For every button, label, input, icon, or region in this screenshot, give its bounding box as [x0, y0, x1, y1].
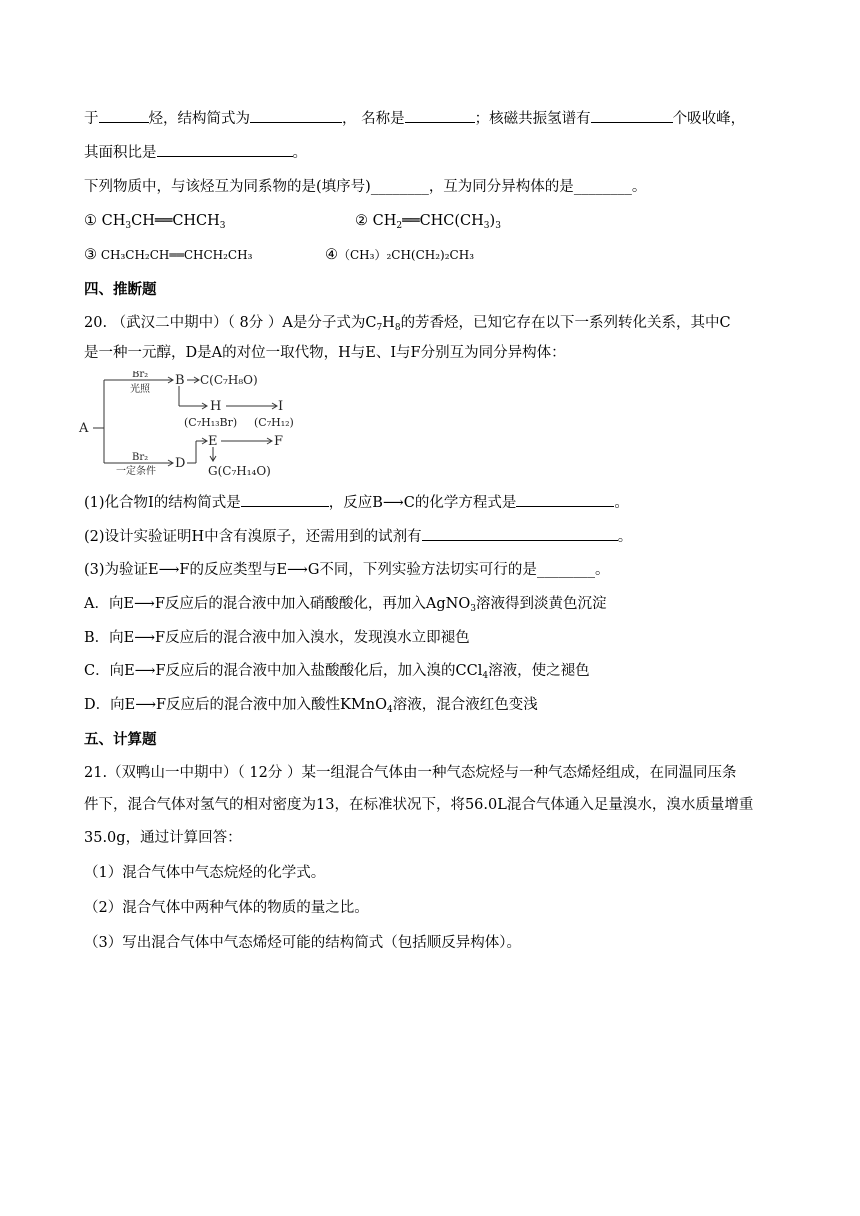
diagram-H-formula: (C₇H₁₃Br)	[184, 416, 238, 429]
q21-line2: 件下，混合气体对氢气的相对密度为13，在标准状况下，将56.0L混合气体通入足量溴水，溴水质量增重	[84, 797, 754, 813]
blank-4	[591, 108, 673, 123]
diagram-I: I	[278, 399, 284, 414]
q20-line1: 20. （武汉二中期中）（ 8分 ）A是分子式为$C_7H_8$的芳香烃，已知它存在以下一系列转化关系，其中C	[84, 315, 731, 333]
diagram-condition-light: 光照	[130, 384, 150, 395]
diagram-C: C(C₇H₈O)	[200, 373, 258, 387]
q20-option-B: B．向E⟶F反应后的混合液中加入溴水，发现溴水立即褪色	[84, 630, 470, 646]
diagram-F: F	[274, 434, 284, 449]
q21-line1: 21.（双鸭山一中期中）（ 12分 ）某一组混合气体由一种气态烷烃与一种气态烯烃组成，在同温同压条	[84, 765, 737, 781]
q21-part2: （2）混合气体中两种气体的物质的量之比。	[84, 900, 369, 916]
diagram-I-formula: (C₇H₁₂)	[254, 416, 294, 429]
blank-3	[405, 108, 475, 123]
q19-line3: 下列物质中，与该烃互为同系物的是(填序号)________，互为同分异构体的是________。	[84, 179, 647, 195]
q20-option-C: C．向E⟶F反应后的混合液中加入盐酸酸化后，加入溴的CCl$_4$溶液，使之褪色	[84, 663, 590, 681]
diagram-br2-top: Br₂	[132, 371, 149, 380]
diagram-D: D	[175, 456, 186, 471]
blank-2	[250, 108, 342, 123]
diagram-br2-bottom: Br₂	[132, 452, 149, 463]
diagram-B: B	[175, 373, 185, 388]
blank-6	[241, 492, 329, 507]
q19-line2: 其面积比是 。	[84, 142, 307, 163]
q20-option-A: A．向E⟶F反应后的混合液中加入硝酸酸化，再加入AgNO$_3$溶液得到淡黄色沉淀	[84, 596, 607, 614]
diagram-G: G(C₇H₁₄O)	[208, 464, 271, 478]
q21-line3: 35.0g，通过计算回答：	[84, 830, 242, 846]
section-4-heading: 四、推断题	[84, 281, 157, 298]
blank-8	[422, 526, 618, 541]
q21-part1: （1）混合气体中气态烷烃的化学式。	[84, 865, 326, 881]
q20-option-D: D．向E⟶F反应后的混合液中加入酸性KMnO$_4$溶液，混合液红色变浅	[84, 697, 538, 715]
diagram-condition-certain: 一定条件	[116, 466, 156, 477]
reaction-scheme-diagram	[76, 371, 316, 481]
q19-line1: 于 烃，结构简式为 ， 名称是 ；核磁共振氢谱有 个吸收峰，	[84, 108, 745, 129]
blank-1	[99, 108, 149, 123]
q19-option-1: ① $CH_3CH══CHCH_3$	[84, 213, 226, 231]
q20-line2: 是一种一元醇，D是A的对位一取代物，H与E、I与F分别互为同分异构体：	[84, 345, 566, 361]
q19-option-3: ③ CH₃CH₂CH══CHCH₂CH₃	[84, 247, 253, 263]
q20-sub2: (2)设计实验证明H中含有溴原子，还需用到的试剂有 。	[84, 526, 632, 547]
blank-7	[516, 492, 614, 507]
diagram-H: H	[210, 399, 222, 414]
q21-part3: （3）写出混合气体中气态烯烃可能的结构简式（包括顺反异构体）。	[84, 935, 521, 951]
q19-option-2: ② $CH_2══CHC(CH_3)_3$	[355, 213, 501, 231]
blank-5	[157, 142, 293, 157]
section-5-heading: 五、计算题	[84, 731, 157, 748]
diagram-E: E	[208, 434, 218, 449]
q19-option-4: ④（CH₃）₂CH(CH₂)₂CH₃	[325, 247, 475, 263]
q20-sub3: (3)为验证E⟶F的反应类型与E⟶G不同，下列实验方法切实可行的是________。	[84, 562, 610, 578]
q20-sub1: (1)化合物I的结构简式是 ，反应B⟶C的化学方程式是 。	[84, 492, 629, 513]
diagram-A: A	[79, 421, 89, 436]
